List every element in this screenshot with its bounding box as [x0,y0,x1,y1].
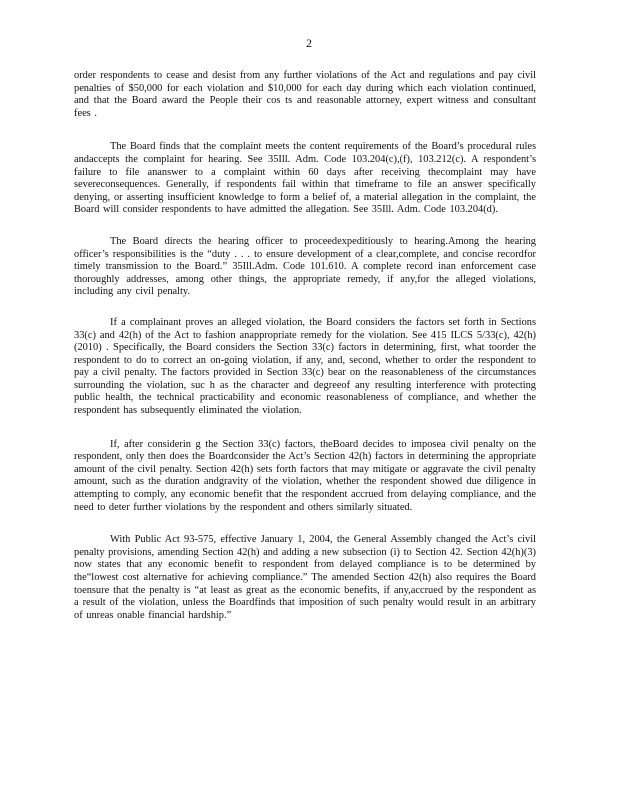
document-body [74,70,536,622]
paragraph-section-42h-factors: If, after considerin g the Section 33(c) factors, theBoard decides to imposea civil penalty on the respondent, only then does the Boardconsider the Act’s Section 42(h) factors in determining the appropriate amount of the civil penalty. Section 42(h) sets forth factors that may mitigate or aggravate the civil penalty amount, such as the duration andgravity of the violation, whether the respondent showed due diligence in attempting to comply, any economic benefit that the respondent accrued from delaying compliance, and the need to deter further violations by the respondent and others similarly situated. [74,438,536,513]
paragraph-complaint-accepted: The Board finds that the complaint meets the content requirements of the Board’s procedural rules andaccepts the complaint for hearing. See 35Ill. Adm. Code 103.204(c),(f), 103.212(c). A respondent’s failure to file ananswer to a complaint within 60 days after receiving thecomplaint may have severeconsequences. Generally, if respondents fail within that timeframe to file an answer specifically denying, or asserting insufficient knowledge to form a belief of, a material allegation in the complaint, the Board will consider respondents to have admitted the allegation. See 35Ill. Adm. Code 103.204(d). [74,141,536,216]
page-number: 2 [306,36,312,50]
paragraph-section-33c-factors: If a complainant proves an alleged violation, the Board considers the factors set forth in Sections 33(c) and 42(h) of the Act to fashion anappropriate remedy for the violation. See 415 ILCS 5/33(c), 42(h) (2010) . Specifically, the Board considers the Section 33(c) factors in determining, first, what toorder the respondent to do to correct an on-going violation, if any, and, second, whether to order the respondent to pay a civil penalty. The factors provided in Section 33(c) bear on the reasonableness of the circumstances surrounding the violation, suc h as the character and degreeof any resulting interference with protecting public health, the technical practicability and economic reasonableness of compliance, and whether the respondent has subsequently eliminated the violation. [74,316,536,417]
paragraph-hearing-officer-directions: The Board directs the hearing officer to proceedexpeditiously to hearing.Among the hearing officer’s responsibilities is the “duty . . . to ensure development of a clear,complete, and concise recordfor timely transmission to the Board.” 35Ill.Adm. Code 101.610. A complete record inan enforcement case thoroughly addresses, among other things, the appropriate remedy, if any,for the alleged violations, including any civil penalty. [74,235,536,298]
paragraph-public-act-93-575: With Public Act 93-575, effective January 1, 2004, the General Assembly changed the Act’s civil penalty provisions, amending Section 42(h) and adding a new subsection (i) to Section 42. Section 42(h)(3) now states that any economic benefit to respondent from delayed compliance is to be determined by the“lowest cost alternative for achieving compliance.” The amended Section 42(h) also requires the Board toensure that the penalty is “at least as great as the economic benefits, if any,accrued by the respondent as a result of the violation, unless the Boardfinds that imposition of such penalty would result in an arbitrary of unreas onable financial hardship.” [74,534,536,621]
paragraph-relief-requested: order respondents to cease and desist from any further violations of the Act and regulations and pay civil penalties of $50,000 for each violation and $10,000 for each day during which each violation continued, and that the Board award the People their cos ts and reasonable attorney, expert witness and consultant fees . [74,70,536,119]
